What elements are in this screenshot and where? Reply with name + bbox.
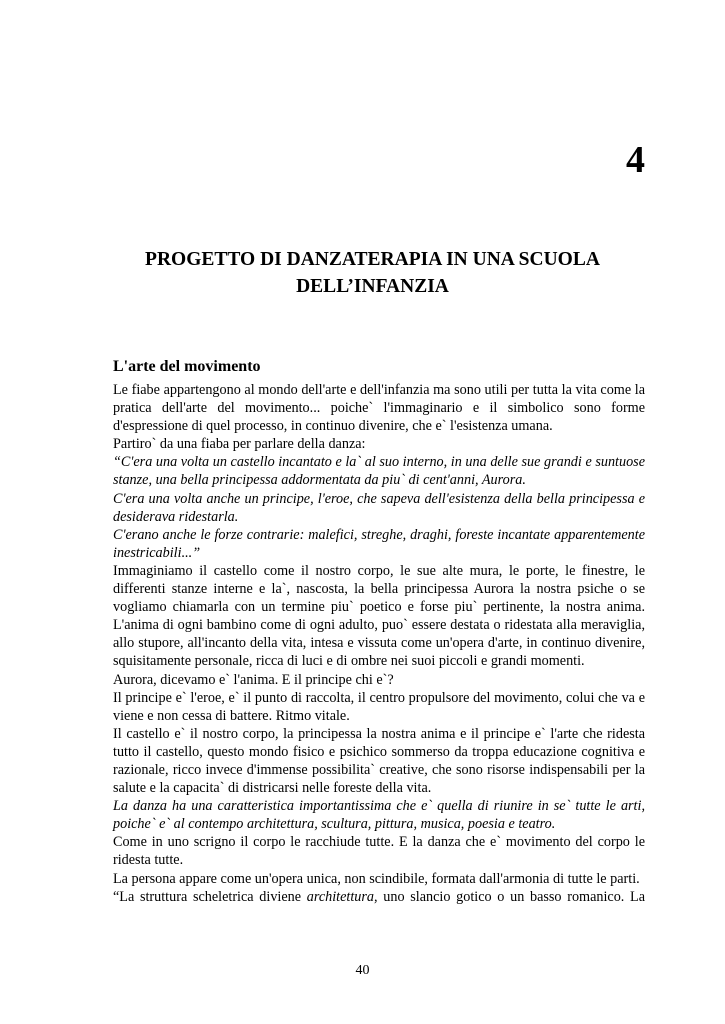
page-number: 40 [355,963,370,978]
paragraph: Il principe e` l'eroe, e` il punto di raccolta, il centro propulsore del movimento, colui che va e viene e non cessa di battere. Ritmo vitale. [113,689,645,724]
last-line-text-end: , uno slancio gotico o un basso romanico. La [374,888,646,905]
paragraph-italic: La danza ha una caratteristica importantissima che e` quella di riunire in se` tutte le arti, poiche` e` al contempo architettura, scultura, pittura, musica, poesia e teatro. [113,798,645,833]
paragraph: Immaginiamo il castello come il nostro corpo, le sue alte mura, le porte, le finestre, le differenti stanze interne e la`, nascosta, la bella principessa Aurora la nostra psiche o se vogliamo chiamarla con un termine piu` poetico e forse piu` pertinente, la nostra anima. L'anima di ogni bambino come di ogni adulto, puo` essere destata o ridestata alla meraviglia, allo stupore, all'incanto della vita, intesa e vissuta come un'opera d'arte, in continuo divenire, squisitamente personale, ricca di luci e di ombre nei suoi piccoli e grandi momenti. [113,562,645,670]
paragraph: Come in uno scrigno il corpo le racchiude tutte. E la danza che e` movimento del corpo le ridesta tutte. [113,834,645,869]
paragraph: Aurora, dicevamo e` l'anima. E il principe chi e`? [113,671,394,688]
chapter-title-line-1: PROGETTO DI DANZATERAPIA IN UNA SCUOLA [145,249,600,270]
chapter-number: 4 [626,139,645,181]
paragraph: Le fiabe appartengono al mondo dell'arte e dell'infanzia ma sono utili per tutta la vita come la pratica dell'arte del movimento... poiche` l'immaginario e il simbolico sono forme d'espressione di quel processo, in continuo divenire, che e` l'esistenza umana. [113,382,645,435]
chapter-title-line-2: DELL’INFANZIA [296,276,449,297]
paragraph-italic: C'era una volta anche un principe, l'eroe, che sapeva dell'esistenza della bella principessa e desiderava ridestarla. [113,490,645,525]
body-text [113,381,645,906]
last-line-text: “La struttura scheletrica diviene [113,888,307,905]
paragraph: La persona appare come un'opera unica, non scindibile, formata dall'armonia di tutte le parti. [113,870,640,887]
section-heading: L'arte del movimento [113,358,261,375]
paragraph-italic: “C'era una volta un castello incantato e la` al suo interno, in una delle sue grandi e suntuose stanze, una bella principessa addormentata da piu` di cent'anni, Aurora. [113,454,645,489]
paragraph: Partiro` da una fiaba per parlare della danza: [113,436,366,453]
last-line-emphasis: architettura [306,888,375,905]
paragraph-italic: C'erano anche le forze contrarie: malefici, streghe, draghi, foreste incantate apparentemente inestricabili...” [113,526,645,561]
chapter-title [100,246,645,300]
paragraph: Il castello e` il nostro corpo, la principessa la nostra anima e il principe e` l'arte che ridesta tutto il castello, questo mondo fisico e psichico sommerso da troppa educazione cognitiva e razionale, ricco invece d'immense possibilita` creative, che sono risorse indispensabili per la salute e la capacita` di districarsi nelle foreste della vita. [113,725,645,797]
paragraph-last [113,888,645,906]
